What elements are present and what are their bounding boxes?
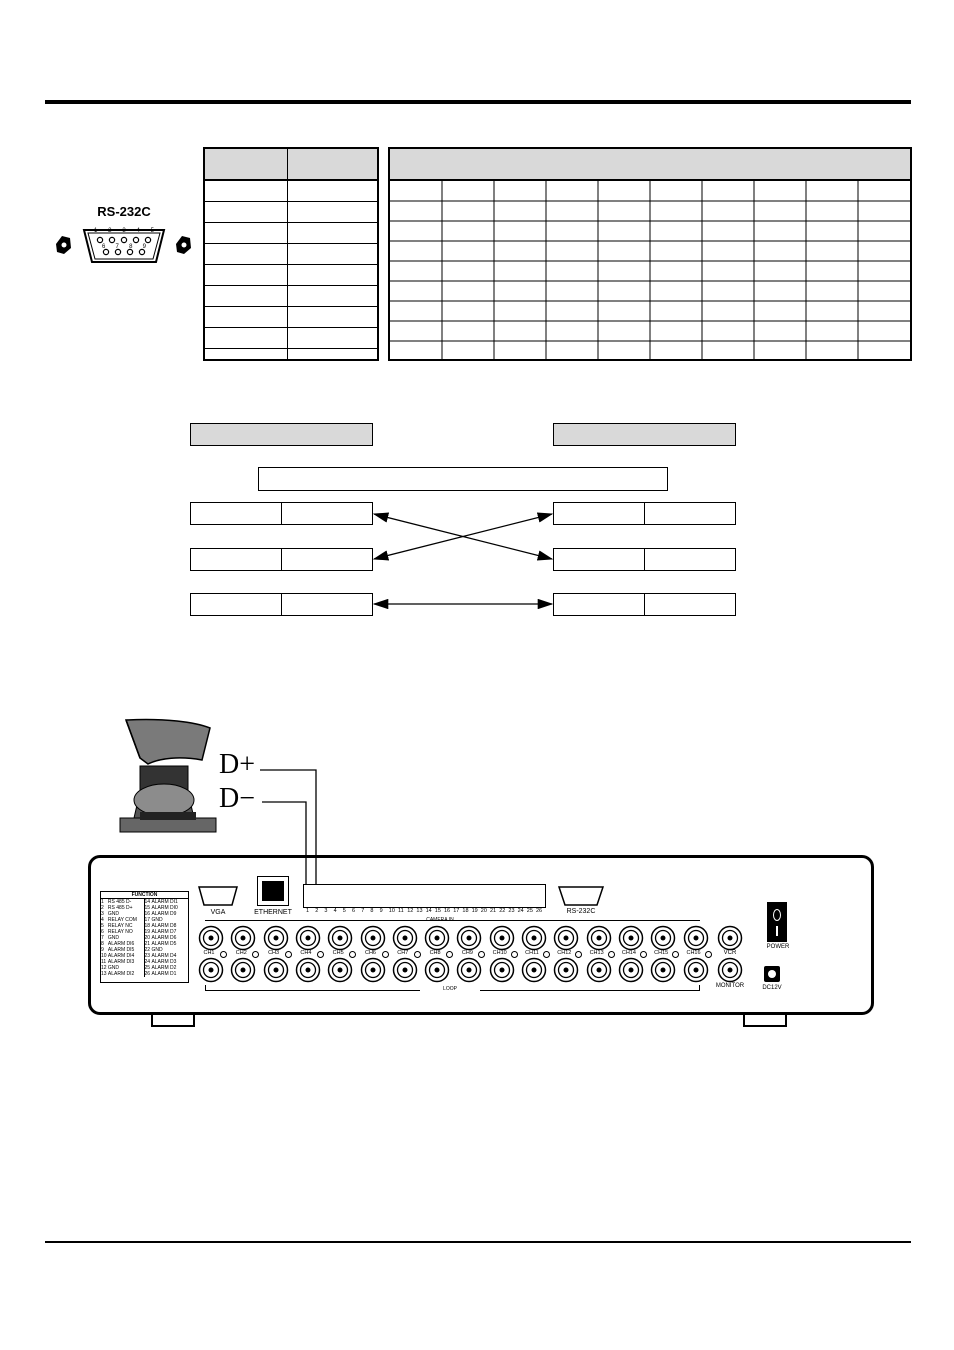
bnc-loop-connector xyxy=(683,957,709,983)
channel-label: CH13 xyxy=(589,950,604,956)
terminal-number: 1 xyxy=(306,908,310,914)
terminal-number: 14 xyxy=(425,908,432,914)
channel-label: CH7 xyxy=(397,950,409,956)
function-row: 13 ALARM DI2 26 ALARM D1 xyxy=(101,971,177,977)
channel-label: CH12 xyxy=(557,950,572,956)
termination-switch[interactable] xyxy=(640,951,647,958)
bnc-in-connector xyxy=(295,925,321,951)
function-table-title: FUNCTION xyxy=(101,892,188,899)
bnc-loop-connector xyxy=(295,957,321,983)
wiring-caption-box xyxy=(258,467,668,491)
channel-label: CH11 xyxy=(525,950,539,956)
termination-switch[interactable] xyxy=(414,951,421,958)
dc-label: DC12V xyxy=(762,985,782,991)
function-row: 3 GND 16 ALARM D9 xyxy=(101,911,177,917)
wiring-arrows xyxy=(0,490,954,630)
panel-foot-left xyxy=(151,1015,195,1027)
terminal-number: 9 xyxy=(379,908,383,914)
function-row: 7 GND 20 ALARM D6 xyxy=(101,935,177,941)
dc-jack xyxy=(764,966,780,982)
function-row: 10 ALARM DI4 23 ALARM D4 xyxy=(101,953,177,959)
terminal-number: 21 xyxy=(490,908,497,914)
loop-label: LOOP xyxy=(420,986,480,992)
function-row: 9 ALARM DI5 22 GND xyxy=(101,947,163,953)
vga-connector xyxy=(196,884,240,908)
terminal-number: 25 xyxy=(526,908,533,914)
connector-title: RS-232C xyxy=(97,204,151,219)
channel-label: CH8 xyxy=(429,950,441,956)
bnc-in-connector xyxy=(198,925,224,951)
channel-label: CH16 xyxy=(686,950,701,956)
terminal-number: 18 xyxy=(462,908,469,914)
termination-switch[interactable] xyxy=(220,951,227,958)
terminal-number: 2 xyxy=(315,908,319,914)
function-row: 6 RELAY NO 19 ALARM D7 xyxy=(101,929,177,935)
terminal-number: 13 xyxy=(416,908,423,914)
rs232c-port xyxy=(556,884,606,908)
bnc-loop-connector xyxy=(230,957,256,983)
bnc-loop-connector xyxy=(198,957,224,983)
bnc-in-connector xyxy=(327,925,353,951)
channel-label: CH14 xyxy=(621,950,636,956)
bnc-in-connector xyxy=(360,925,386,951)
monitor-connector xyxy=(717,957,743,983)
rs232c-port-label: RS-232C xyxy=(566,908,596,915)
bnc-in-connector xyxy=(586,925,612,951)
pin-table-header xyxy=(205,149,377,181)
bnc-loop-connector xyxy=(327,957,353,983)
terminal-number: 15 xyxy=(434,908,441,914)
channel-label: CH9 xyxy=(461,950,473,956)
terminal-number: 11 xyxy=(398,908,404,914)
channel-label: CH6 xyxy=(364,950,376,956)
bnc-loop-connector xyxy=(489,957,515,983)
bnc-loop-connector xyxy=(392,957,418,983)
channel-label: CH15 xyxy=(654,950,669,956)
function-row: 12 GND 25 ALARM D2 xyxy=(101,965,177,971)
bnc-loop-connector xyxy=(456,957,482,983)
terminal-number: 26 xyxy=(536,908,543,914)
function-row: 8 ALARM DI6 21 ALARM D5 xyxy=(101,941,177,947)
top-rule xyxy=(45,100,911,104)
terminal-number: 16 xyxy=(444,908,451,914)
panel-foot-right xyxy=(743,1015,787,1027)
bnc-loop-connector xyxy=(360,957,386,983)
pin-labels-bottom: 6 7 8 9 xyxy=(102,244,146,250)
terminal-number: 10 xyxy=(388,908,395,914)
function-row: 5 RELAY NC 18 ALARM D8 xyxy=(101,923,177,929)
plug-label-dplus: D+ xyxy=(219,749,256,780)
terminal-block xyxy=(303,884,546,908)
rs232c-connector xyxy=(52,204,196,268)
pin-labels-top: 1 2 3 4 5 xyxy=(94,228,154,234)
function-row: 2 RS 485 D+ 15 ALARM DI0 xyxy=(101,905,178,911)
bnc-in-connector xyxy=(424,925,450,951)
terminal-number: 20 xyxy=(480,908,487,914)
termination-switch[interactable] xyxy=(382,951,389,958)
terminal-number: 7 xyxy=(361,908,365,914)
bnc-in-connector xyxy=(489,925,515,951)
function-row: 11 ALARM DI3 24 ALARM D3 xyxy=(101,959,177,965)
termination-switch[interactable] xyxy=(608,951,615,958)
channel-label: CH2 xyxy=(235,950,247,956)
bnc-in-connector xyxy=(263,925,289,951)
terminal-number: 24 xyxy=(517,908,524,914)
terminal-number: 5 xyxy=(342,908,346,914)
termination-switch[interactable] xyxy=(511,951,518,958)
pin-table-rows xyxy=(205,181,377,349)
bnc-loop-connector xyxy=(424,957,450,983)
bnc-loop-connector xyxy=(618,957,644,983)
ethernet-port xyxy=(257,876,289,906)
bnc-in-connector xyxy=(456,925,482,951)
wiring-header-left xyxy=(190,423,373,446)
vga-label: VGA xyxy=(210,909,226,916)
power-label: POWER xyxy=(766,944,790,950)
camera-in-line xyxy=(205,920,700,921)
bnc-in-connector xyxy=(230,925,256,951)
terminal-number: 23 xyxy=(508,908,515,914)
settings-table-header xyxy=(390,149,910,181)
termination-switch[interactable] xyxy=(317,951,324,958)
vcr-connector xyxy=(717,925,743,951)
terminal-number: 17 xyxy=(453,908,460,914)
ethernet-jack-icon xyxy=(262,881,284,901)
bnc-in-connector xyxy=(683,925,709,951)
function-row: 1 RS 485 D- 14 ALARM DI1 xyxy=(101,899,178,905)
terminal-number: 12 xyxy=(407,908,414,914)
bnc-loop-connector xyxy=(521,957,547,983)
power-switch[interactable] xyxy=(767,902,787,942)
terminal-number: 22 xyxy=(499,908,506,914)
termination-switch[interactable] xyxy=(543,951,550,958)
bnc-in-connector xyxy=(618,925,644,951)
ethernet-label: ETHERNET xyxy=(254,909,292,916)
settings-table xyxy=(388,147,912,361)
vcr-label: VCR xyxy=(723,950,737,956)
termination-switch[interactable] xyxy=(285,951,292,958)
bnc-in-connector xyxy=(650,925,676,951)
bnc-loop-connector xyxy=(263,957,289,983)
terminal-number: 3 xyxy=(324,908,328,914)
channel-label: CH10 xyxy=(492,950,507,956)
termination-switch[interactable] xyxy=(705,951,712,958)
bnc-in-connector xyxy=(392,925,418,951)
bnc-loop-connector xyxy=(553,957,579,983)
function-table-rows xyxy=(101,899,188,977)
plug-label-dminus: D− xyxy=(219,783,256,814)
wiring-header-right xyxy=(553,423,736,446)
channel-label: CH4 xyxy=(300,950,312,956)
bnc-loop-connector xyxy=(650,957,676,983)
channel-label: CH5 xyxy=(332,950,344,956)
settings-table-grid xyxy=(390,181,910,361)
bnc-loop-connector xyxy=(586,957,612,983)
function-table xyxy=(100,891,189,983)
function-row: 4 RELAY COM 17 GND xyxy=(101,917,163,923)
monitor-label: MONITOR xyxy=(715,983,745,989)
channel-label: CH3 xyxy=(268,950,280,956)
bnc-in-connector xyxy=(553,925,579,951)
terminal-number: 19 xyxy=(471,908,478,914)
terminal-number: 8 xyxy=(370,908,374,914)
bottom-rule xyxy=(45,1241,911,1243)
channel-label: CH1 xyxy=(203,950,215,956)
terminal-number: 6 xyxy=(352,908,356,914)
pin-table xyxy=(203,147,379,361)
terminal-number: 4 xyxy=(333,908,337,914)
bnc-in-connector xyxy=(521,925,547,951)
